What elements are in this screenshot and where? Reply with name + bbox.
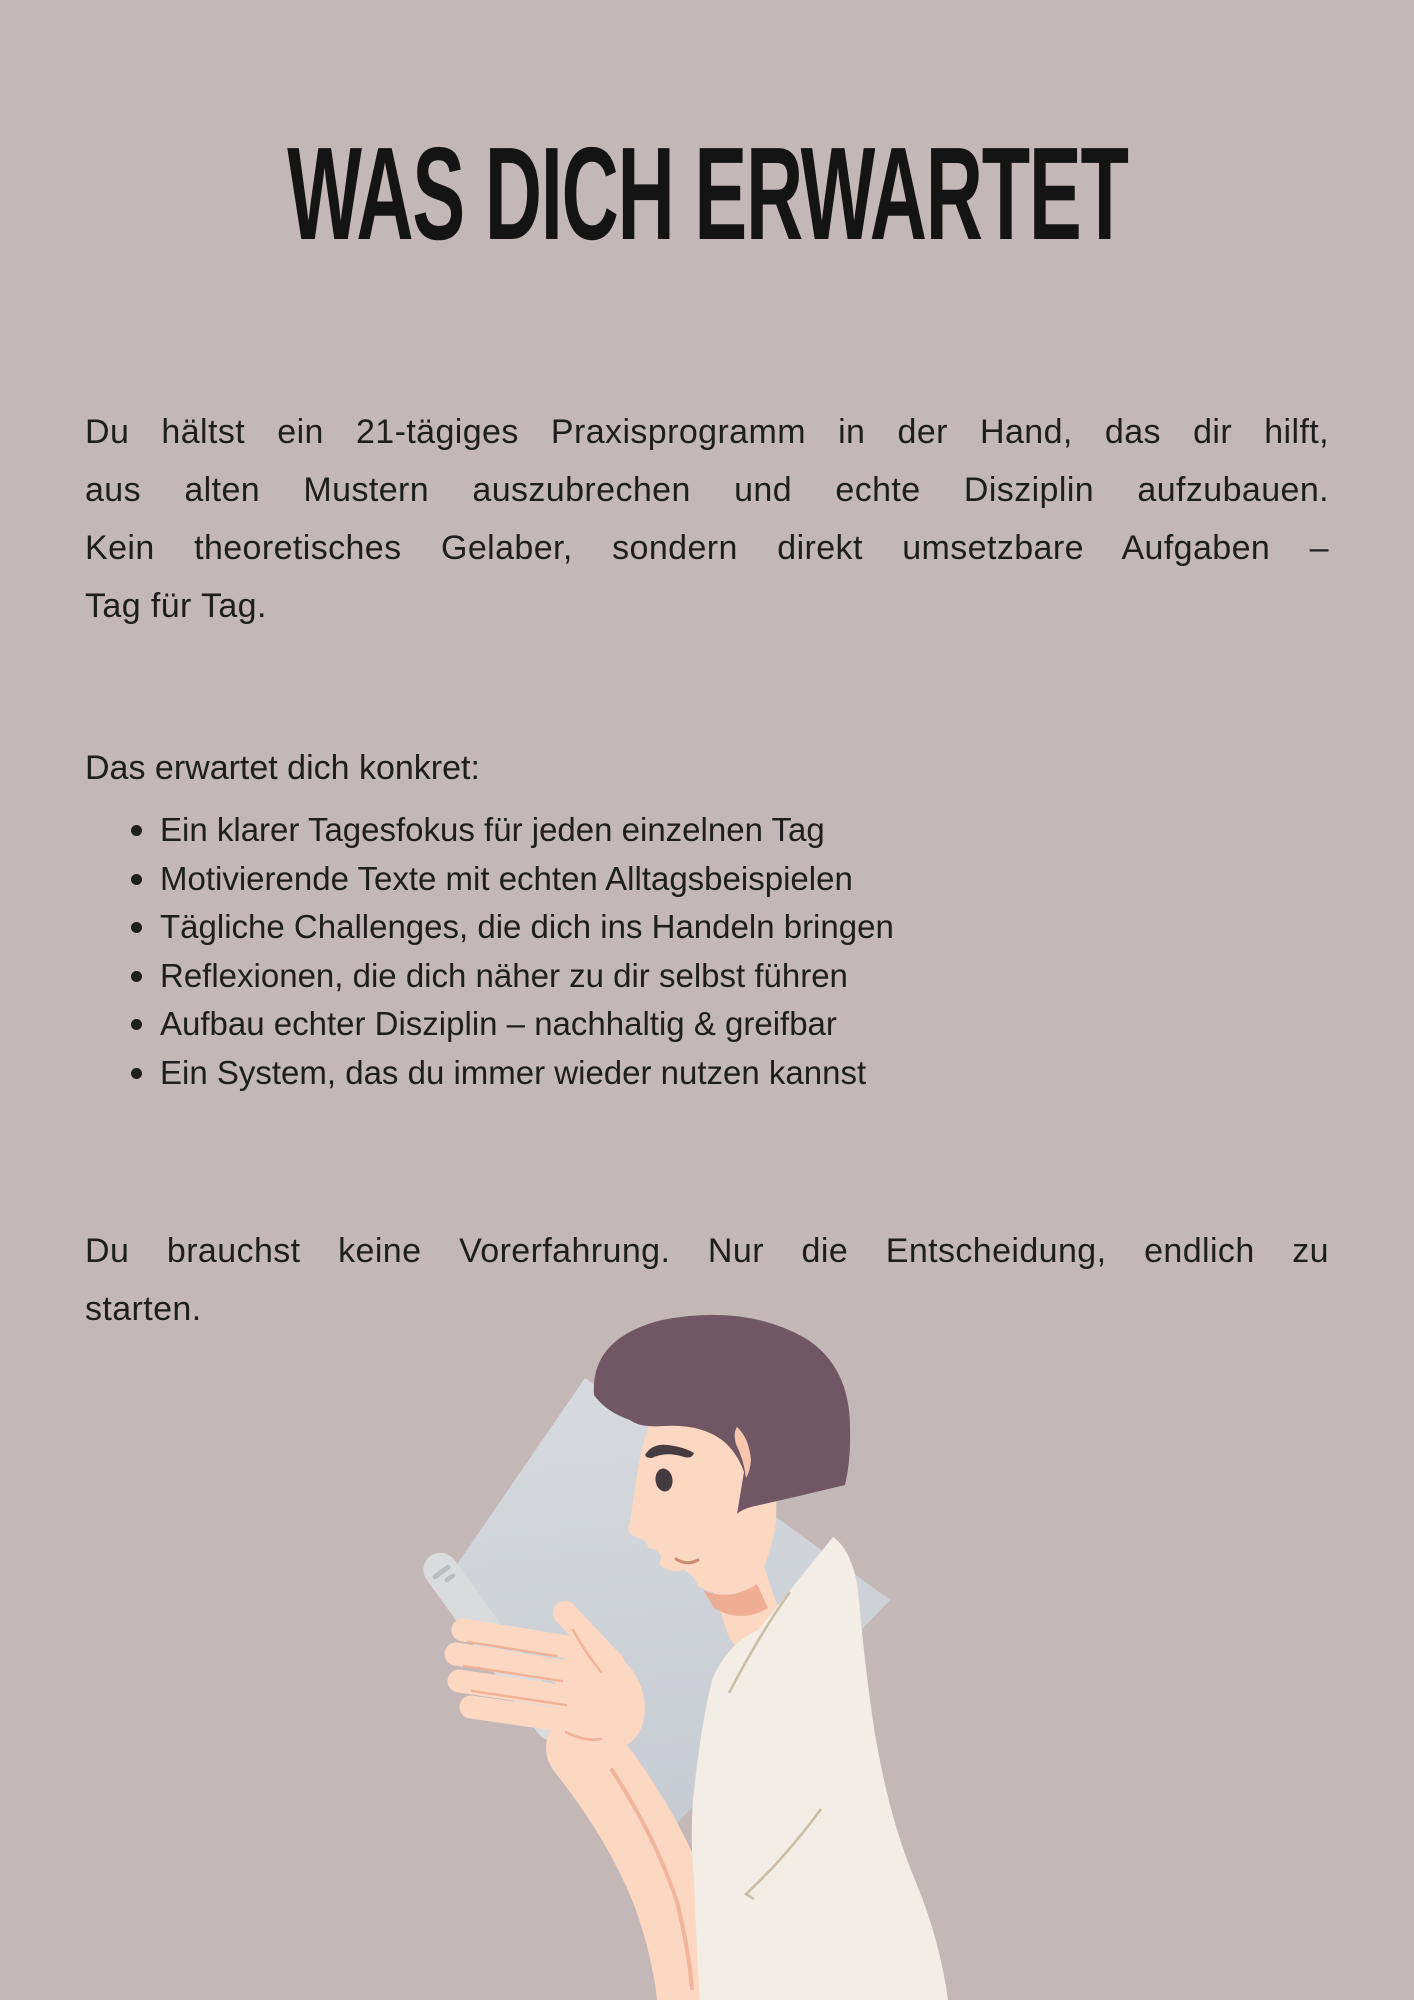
- page-title-text: WAS DICH ERWARTET: [286, 120, 1128, 267]
- intro-line: Kein theoretisches Gelaber, sondern direkt umsetzbare Aufgaben –: [85, 529, 1329, 567]
- intro-line: aus alten Mustern auszubrechen und echte Disziplin aufzubauen.: [85, 471, 1329, 509]
- list-heading: Das erwartet dich konkret:: [85, 749, 480, 787]
- outro-line: Du brauchst keine Vorerfahrung. Nur die Entscheidung, endlich zu: [85, 1232, 1329, 1270]
- outro-line: starten.: [85, 1290, 202, 1328]
- man-looking-at-phone-illustration: [0, 1300, 1414, 2000]
- list-item: Ein System, das du immer wieder nutzen kannst: [85, 1049, 1329, 1098]
- list-item: Motivierende Texte mit echten Alltagsbeispielen: [85, 855, 1329, 904]
- bullet-list: [85, 806, 1329, 1097]
- page-title: [0, 120, 1414, 267]
- intro-line: Tag für Tag.: [85, 587, 267, 625]
- list-item: Tägliche Challenges, die dich ins Handeln bringen: [85, 903, 1329, 952]
- list-item: Reflexionen, die dich näher zu dir selbst führen: [85, 952, 1329, 1001]
- list-item: Ein klarer Tagesfokus für jeden einzelnen Tag: [85, 806, 1329, 855]
- intro-paragraph: [85, 403, 1329, 635]
- list-item: Aufbau echter Disziplin – nachhaltig & greifbar: [85, 1000, 1329, 1049]
- intro-line: Du hältst ein 21-tägiges Praxisprogramm in der Hand, das dir hilft,: [85, 413, 1329, 451]
- expectations-list: [85, 744, 1329, 1097]
